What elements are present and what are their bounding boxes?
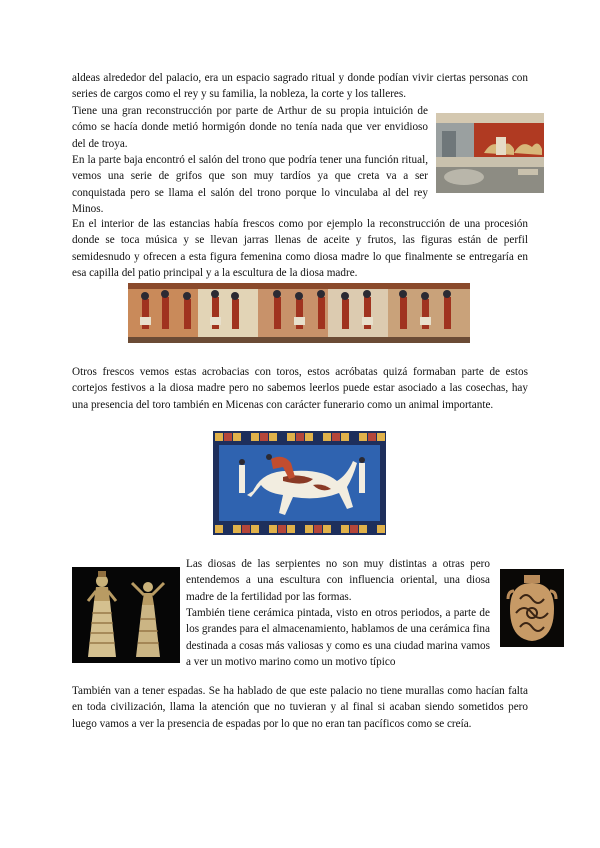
throne-room-image <box>436 113 544 193</box>
paragraph-palace-villages: aldeas alrededor del palacio, era un espacio sagrado ritual y donde podían vivir ciertas personas con series de cargos como el rey y su familia, la nobleza, la corte y los talleres. <box>72 72 528 101</box>
paragraph-frescoes-procession: En el interior de las estancias había frescos como por ejemplo la reconstrucción de una procesión donde se toca música y se llevan jarras llenas de aceite y frutos, las figuras están de perfil semidesnudo y ofrecen a esta figura femenina como diosa madre lo que finalmente se entregaría en esa capilla del patio principal y a la escultura de la diosa madre. <box>72 218 528 279</box>
paragraph-snake-goddesses: Las diosas de las serpientes no son muy distintas a otras pero entendemos a una escultura con influencia oriental, una diosa madre de la fertilidad por las formas. <box>186 558 490 603</box>
bull-leaping-fresco-image <box>213 431 386 535</box>
snake-goddess-image <box>72 567 180 663</box>
paragraph-swords: También van a tener espadas. Se ha hablado de que este palacio no tiene murallas como hacían falta en toda civilización, llama la atención que no tuvieran y al final si acaban siendo sometidos pero luego vamos a ver la presencia de espadas por lo que no eran tan pacíficos como se creía. <box>72 685 528 730</box>
paragraph-throne-room: En la parte baja encontró el salón del trono que podría tener una función ritual, vemos una serie de grifos que son muy tardíos ya que creta va a ser conquistada pero se llama el salón del trono porque lo vinculaba al del rey Minos. <box>72 154 428 215</box>
paragraph-arthur-reconstruction: Tiene una gran reconstrucción por parte de Arthur de su propia intuición de cómo se hacía donde metió hormigón donde no tenía nada que ver envidioso del de troya. <box>72 105 428 150</box>
paragraph-bull-leaping: Otros frescos vemos estas acrobacias con toros, estos acróbatas quizá formaban parte de estos cortejos festivos a la diosa madre pero no sabemos leerlos puede estar asociado a las cosechas, hay una presencia del toro también en Micenas con carácter funerario como un animal importante. <box>72 366 528 411</box>
marine-vase-image <box>500 569 564 647</box>
procession-fresco-image <box>128 283 470 343</box>
paragraph-painted-ceramics: También tiene cerámica pintada, visto en otros periodos, a parte de los grandes para el almacenamiento, hablamos de una cerámica fina destinada a cosas más valiosas y como es una ciudad marina vamos a ver un motivo marino como un motivo típico <box>186 607 490 668</box>
